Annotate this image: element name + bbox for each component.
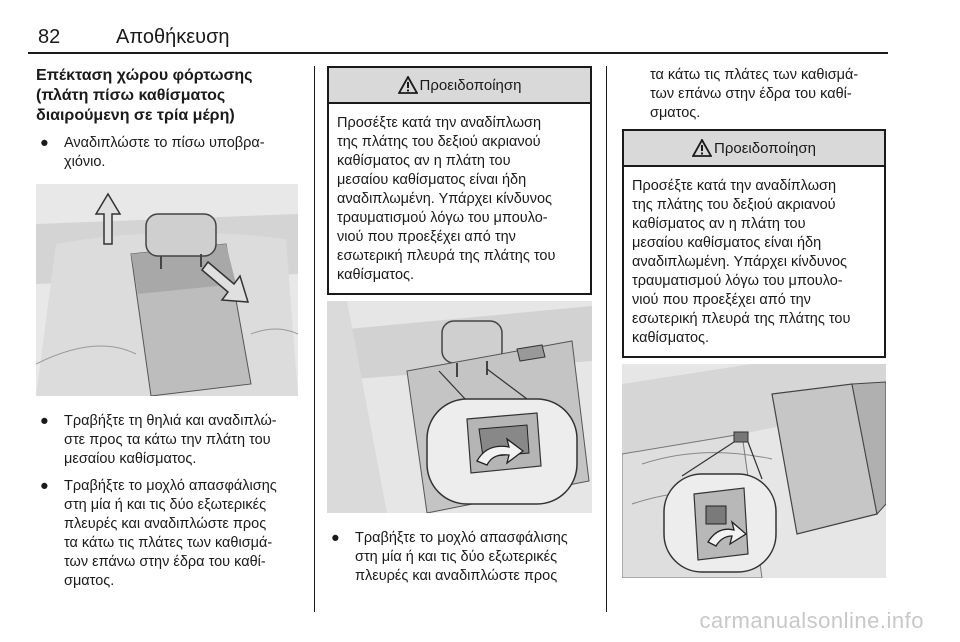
bullet-line: των επάνω στην έδρα του καθί- <box>64 554 266 570</box>
warning-text <box>329 104 590 293</box>
warning-line: Προσέξτε κατά την αναδίπλωση <box>337 115 542 131</box>
watermark: carmanualsonline.info <box>699 608 924 633</box>
warning-box <box>327 66 592 295</box>
warning-header <box>329 68 590 104</box>
bullet-line: πλευρές και αναδιπλώστε προς <box>355 568 558 584</box>
warning-box <box>622 129 886 358</box>
warning-triangle-icon <box>692 139 712 157</box>
bullet-dot: ● <box>40 478 49 494</box>
warning-line: τραυματισμού λόγω του μπουλο- <box>337 210 548 226</box>
section-title-line: διαιρούμενη σε τρία μέρη) <box>36 107 235 124</box>
bullet-dot: ● <box>40 413 49 429</box>
column-divider <box>606 66 607 612</box>
bullet-line: στη μία ή και τις δύο εξωτερικές <box>64 497 267 513</box>
bullet-dot: ● <box>331 530 340 546</box>
instruction-bullet <box>36 134 298 172</box>
warning-line: καθίσματος. <box>632 330 710 346</box>
column-2 <box>327 66 592 586</box>
warning-line: εσωτερική πλευρά της πλάτης του <box>337 248 556 264</box>
warning-line: καθίσματος. <box>337 267 415 283</box>
warning-triangle-icon <box>398 76 418 94</box>
warning-line: νιού που προεξέχει από την <box>337 229 516 245</box>
text-line: των επάνω στην έδρα του καθί- <box>650 86 852 102</box>
section-title-line: (πλάτη πίσω καθίσματος <box>36 87 226 104</box>
warning-header <box>624 131 884 167</box>
column-3 <box>622 66 886 578</box>
continued-text <box>622 66 886 123</box>
warning-title: Προειδοποίηση <box>419 76 522 94</box>
text-line: σματος. <box>650 105 701 121</box>
bullet-line: Τραβήξτε το μοχλό απασφάλισης <box>355 530 568 546</box>
seat-backrest-illustration <box>36 184 298 396</box>
instruction-bullet <box>36 412 298 469</box>
warning-line: μεσαίου καθίσματος είναι ήδη <box>632 235 822 251</box>
warning-line: αναδιπλωμένη. Υπάρχει κίνδυνος <box>632 254 848 270</box>
warning-line: μεσαίου καθίσματος είναι ήδη <box>337 172 527 188</box>
warning-line: της πλάτης του δεξιού ακριανού <box>632 197 836 213</box>
bullet-line: σματος. <box>64 573 115 589</box>
bullet-line: Αναδιπλώστε το πίσω υποβρα- <box>64 135 265 151</box>
warning-text <box>624 167 884 356</box>
bullet-line: στη μία ή και τις δύο εξωτερικές <box>355 549 558 565</box>
warning-line: της πλάτης του δεξιού ακριανού <box>337 134 541 150</box>
warning-line: καθίσματος αν η πλάτη του <box>632 216 806 232</box>
bullet-dot: ● <box>40 135 49 151</box>
warning-line: νιού που προεξέχει από την <box>632 292 811 308</box>
release-lever-illustration <box>327 301 592 513</box>
bullet-line: Τραβήξτε το μοχλό απασφάλισης <box>64 478 277 494</box>
warning-title: Προειδοποίηση <box>714 139 816 157</box>
bullet-line: μεσαίου καθίσματος. <box>64 451 197 467</box>
warning-line: καθίσματος αν η πλάτη του <box>337 153 511 169</box>
bullet-line: τα κάτω τις πλάτες των καθισμά- <box>64 535 273 551</box>
instruction-bullet <box>327 529 592 586</box>
bullet-line: χιόνιο. <box>64 154 106 170</box>
chapter-title: Αποθήκευση <box>116 26 230 48</box>
text-line: τα κάτω τις πλάτες των καθισμά- <box>650 67 859 83</box>
bullet-line: στε προς τα κάτω την πλάτη του <box>64 432 271 448</box>
column-1 <box>36 66 298 591</box>
warning-line: Προσέξτε κατά την αναδίπλωση <box>632 178 837 194</box>
bullet-line: Τραβήξτε τη θηλιά και αναδιπλώ- <box>64 413 277 429</box>
instruction-bullet <box>36 477 298 591</box>
page-header <box>28 24 888 54</box>
column-divider <box>314 66 315 612</box>
warning-line: τραυματισμού λόγω του μπουλο- <box>632 273 843 289</box>
section-title-line: Επέκταση χώρου φόρτωσης <box>36 67 253 84</box>
section-title <box>36 66 298 126</box>
trunk-lever-illustration <box>622 364 886 578</box>
bullet-line: πλευρές και αναδιπλώστε προς <box>64 516 267 532</box>
warning-line: αναδιπλωμένη. Υπάρχει κίνδυνος <box>337 191 553 207</box>
page-number: 82 <box>38 26 61 48</box>
warning-line: εσωτερική πλευρά της πλάτης του <box>632 311 851 327</box>
